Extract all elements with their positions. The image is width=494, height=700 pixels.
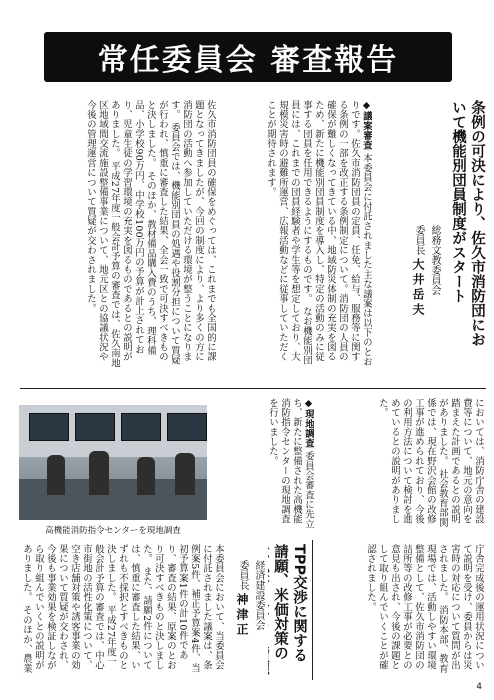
article3-chair-name: 神津正 [235,593,249,639]
page-title: 常任委員会 審査報告 [97,43,399,78]
article1-paragraph: 佐久市消防団員の確保をめぐっては、これまでも全国的に課題となってきましたが、今回の制度により、より多くの方に消防団の活動へ参加していただける環境が整うことになります。 [169,100,216,362]
article2-body-upper-left [214,398,314,532]
article2-paragraph: 社会教育部関係では、現在野沢会館の改修工事が進められており、今後の利用方法について検討を進めているとの説明がありました。 [377,398,448,528]
site-inspection-photo [19,405,207,520]
article3-paragraph: 平成27年度一般会計予算の審査では、中心市街地の活性化策について、空き店舗対策や誘客事業の効果について質疑が交わされ、今後も事業効果を検証しながら取り組んでいくとの説明がありました。 [21,544,116,670]
article3-paragraph: また、請願2件については、慎重に審査した結果、いずれも不採択とすべきものと決しました。 [105,544,152,670]
article1-paragraph: 委員会では、機能別団員の処遇や役割分担について質疑が行われ、慎重に審査した結果、全会一致で可決すべきものと決しました。 [145,100,180,365]
section-divider [20,388,486,389]
article2-section-label: ◆現地調査 [303,398,314,449]
article3-paragraph: そのほか、農業 [21,605,32,674]
article1-paragraph: 本委員会に付託されました主な議案は以下のとおりです。佐久市消防団員の定員、任免、給与、服務等に関する条例の一部を改正する条例制定について。消防団の人員の確保が難しくなってきている中、地域防災体制の充実を図るため、新たに機能別団員制度を導入し、特定の活動のみに従事する団員を任用できるようにするものです。 [301,100,372,367]
article1-paragraph: なお機能別団員には、これまでの団員経験者や学生等を想定しており、大規模災害時の避難所運営、広報活動などに従事していただくことが期待されます。 [265,100,312,365]
article1-chair-title: 委員長 [413,225,424,255]
article1-committee: 総務文教委員会 [429,225,440,295]
column-divider [312,540,313,680]
article3-headline-line2 [268,544,269,675]
article2-body-lower [318,544,484,676]
page-title-banner [44,32,452,82]
article2-body-upper [318,398,484,532]
article1-byline [376,225,442,373]
photo-caption: 高機能消防指令センターを現地調査 [45,526,181,536]
article2-paragraph: 委員会審査に先立ち、新たに整備された高機能消防指令センターの現地調査を行いました。 [267,398,314,529]
article1-headline [446,100,486,370]
article1-headline-line1: 条例の可決により、佐久市消防団にお [469,100,485,347]
article3-headline-line1: TPP交渉に関する請願、米価対策の [272,544,307,663]
article3-body [20,544,224,676]
page-number: 4 [476,682,482,692]
article1-paragraph: そのほか、教材備品購入費のうち、理科備品、小学校90万円、中学校100万円の予算が計上されており、児童生徒の学習環境の充実を図るものであるとの説明がありました。 [109,100,156,362]
article3-committee: 経済建設委員会 [253,560,264,630]
article3-paragraph: 本委員会において、当委員会に付託されました議案は、条例案5件、補正予算案4件、当初予算案1件の計10件であり、審査の結果、原案のとおり可決すべきものと決しました。 [141,544,224,673]
article2-paragraph: 消防本部、教育現場では、活動しやすい環境整備として、佐久市消防団の詰所等の改修工事が必要との意見も出され、今後の課題として取り組んでいくことが確認されました。 [365,544,448,674]
article1-chair-name: 大井岳夫 [411,258,425,319]
article3-headline [268,544,308,676]
article1-body-upper-left [20,100,216,370]
article1-paragraph: 平成27年度一般会計予算の審査では、佐久南地区地域間交流施設整備事業について、地元区との協議状況や今後の管理運営について質疑が交わされました。 [85,100,120,368]
article1-body-upper-right [222,100,372,370]
article2-paragraph: 庁舎完成後の運用状況について説明を受け、委員からは災害時の対応について質問が出されました。 [437,544,484,670]
article2-paragraph: においては、消防庁舎の建設費等について、地元の意向を踏まえた計画であるとの説明がありました。 [437,398,484,524]
article1-headline-line2: いて機能別団員制度がスタート [450,100,466,303]
article1-section-label: ◆議案審査 [361,100,372,151]
article3-chair-title: 委員長 [237,560,248,590]
article3-byline [228,560,266,676]
